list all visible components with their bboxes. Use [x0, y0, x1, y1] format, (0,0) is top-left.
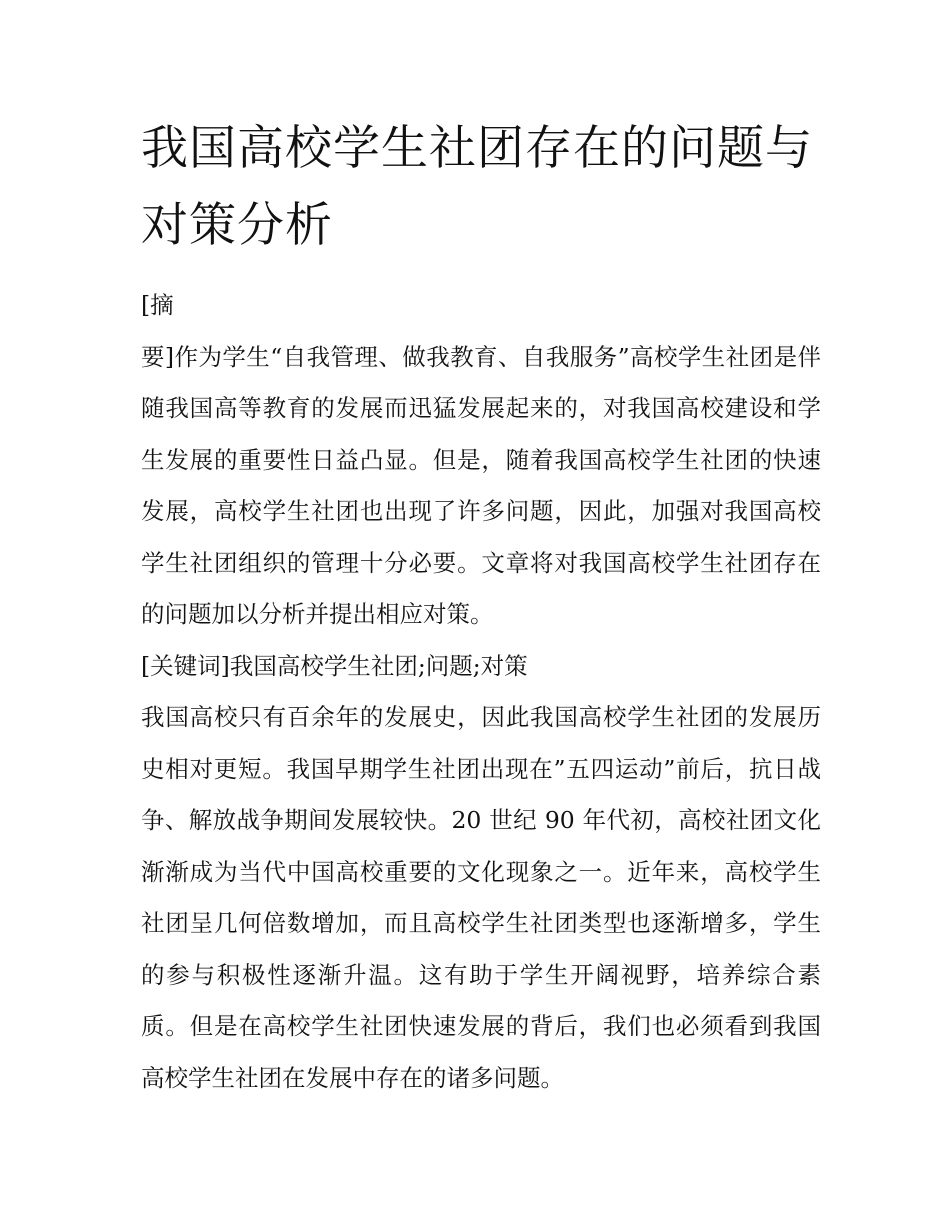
- keywords-line: [关键词]我国高校学生社团;问题;对策: [141, 651, 528, 680]
- body-paragraph: 我国高校只有百余年的发展史，因此我国高校学生社团的发展历史相对更短。我国早期学生社团出现在”五四运动”前后，抗日战争、解放战争期间发展较快。20 世纪 90 年代初，高校社团文化渐渐成为当代中国高校重要的文化现象之一。近年来，高校学生社团呈几何倍数增加，而且高校学生社团类型也逐渐增多，学生的参与积极性逐渐升温。这有助于学生开阔视野，培养综合素质。但是在高校学生社团快速发展的背后，我们也必须看到我国高校学生社团在发展中存在的诸多问题。: [141, 703, 821, 1092]
- abstract-paragraph: 要]作为学生“自我管理、做我教育、自我服务”高校学生社团是伴随我国高等教育的发展而迅猛发展起来的，对我国高校建设和学生发展的重要性日益凸显。但是，随着我国高校学生社团的快速发展，高校学生社团也出现了许多问题，因此，加强对我国高校学生社团组织的管理十分必要。文章将对我国高校学生社团存在的问题加以分析并提出相应对策。: [141, 342, 821, 628]
- document-title: 我国高校学生社团存在的问题与对策分析: [141, 121, 813, 253]
- document-body: [141, 280, 821, 1104]
- abstract-label: [摘: [141, 291, 174, 319]
